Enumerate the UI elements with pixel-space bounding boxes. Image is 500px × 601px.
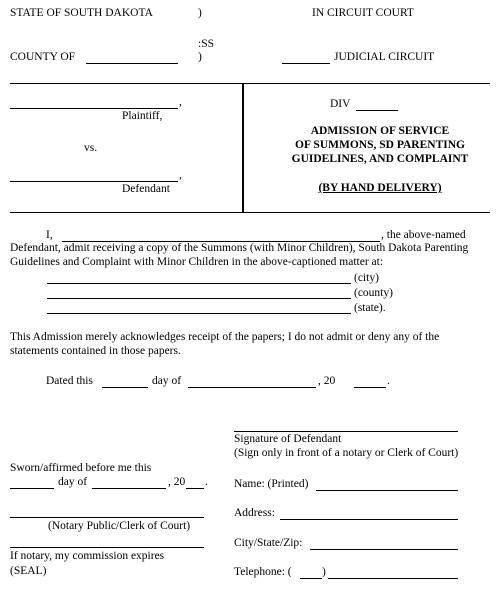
telephone-label: Telephone: ( <box>234 566 292 578</box>
comma: , <box>179 169 182 181</box>
i-label: I, <box>46 229 53 241</box>
state-caption: STATE OF SOUTH DAKOTA <box>10 7 153 19</box>
notary-signature-line[interactable] <box>10 517 204 518</box>
date-year-field[interactable] <box>354 387 386 388</box>
vs-label: vs. <box>84 142 98 154</box>
county-label: COUNTY OF <box>10 51 76 63</box>
sworn-year-prefix: , 20 <box>168 476 186 488</box>
court-caption: IN CIRCUIT COURT <box>312 7 414 19</box>
caption-bottom-rule <box>10 212 490 213</box>
county-location-field[interactable] <box>47 298 351 299</box>
signature-label: Signature of Defendant <box>234 433 342 445</box>
receipt-statement-line1: Defendant, admit receiving a copy of the Summons (with Minor Children), South Dakota Parenting <box>10 242 469 254</box>
document-title-line2: OF SUMMONS, SD PARENTING <box>295 139 465 151</box>
state-label: (state). <box>354 302 386 314</box>
caption-paren: ) <box>198 7 202 19</box>
telephone-paren: ) <box>322 566 326 578</box>
sworn-day-of-label: day of <box>58 476 88 488</box>
plaintiff-name-field[interactable] <box>10 108 178 109</box>
circuit-number-field[interactable] <box>282 63 330 64</box>
caption-paren: ) <box>198 51 202 63</box>
receipt-statement-line2: Guidelines and Complaint with Minor Children in the above-captioned matter at: <box>10 256 384 268</box>
admission-text-line2: statements contained in those papers. <box>10 345 181 357</box>
ss-mark: :SS <box>198 38 214 50</box>
address-label: Address: <box>234 507 275 519</box>
city-label: (city) <box>354 272 379 284</box>
county-location-label: (county) <box>354 287 393 299</box>
document-title-line1: ADMISSION OF SERVICE <box>310 125 450 137</box>
dated-this-label: Dated this <box>46 375 93 387</box>
div-field[interactable] <box>356 110 398 111</box>
commission-label: If notary, my commission expires <box>10 550 165 562</box>
printed-name-field[interactable] <box>316 490 458 491</box>
comma: , <box>179 96 182 108</box>
date-month-field[interactable] <box>188 387 316 388</box>
plaintiff-label: Plaintiff, <box>122 110 163 122</box>
above-named-text: , the above-named <box>381 229 466 241</box>
caption-divider <box>242 83 244 213</box>
sworn-year-field[interactable] <box>186 488 204 489</box>
judicial-circuit-label: JUDICIAL CIRCUIT <box>334 51 435 63</box>
telephone-number-field[interactable] <box>328 578 458 579</box>
state-field[interactable] <box>47 313 351 314</box>
admission-text-line1: This Admission merely acknowledges receipt of the papers; I do not admit or deny any of the <box>10 331 440 343</box>
seal-label: (SEAL) <box>10 565 47 577</box>
sworn-label: Sworn/affirmed before me this <box>10 462 152 474</box>
sworn-day-field[interactable] <box>10 488 54 489</box>
period: . <box>205 476 208 488</box>
period: . <box>387 375 390 387</box>
div-label: DIV <box>330 98 351 110</box>
caption-top-rule <box>10 83 490 84</box>
defendant-name-field[interactable] <box>10 181 178 182</box>
commission-line[interactable] <box>10 547 204 548</box>
date-day-field[interactable] <box>102 387 148 388</box>
day-of-label: day of <box>152 375 182 387</box>
city-state-zip-label: City/State/Zip: <box>234 537 303 549</box>
signature-note: (Sign only in front of a notary or Clerk of Court) <box>234 447 459 459</box>
document-title-line3: GUIDELINES, AND COMPLAINT <box>291 153 469 165</box>
area-code-field[interactable] <box>300 578 322 579</box>
county-field[interactable] <box>86 63 178 64</box>
delivery-method: (BY HAND DELIVERY) <box>318 182 442 194</box>
year-prefix: , 20 <box>318 375 336 387</box>
city-state-zip-field[interactable] <box>310 549 458 550</box>
printed-name-label: Name: (Printed) <box>234 478 309 490</box>
defendant-signature-line[interactable] <box>234 431 458 432</box>
address-field[interactable] <box>280 519 458 520</box>
defendant-label: Defendant <box>122 183 170 195</box>
sworn-month-field[interactable] <box>92 488 166 489</box>
city-field[interactable] <box>47 283 351 284</box>
notary-label: (Notary Public/Clerk of Court) <box>48 520 191 532</box>
